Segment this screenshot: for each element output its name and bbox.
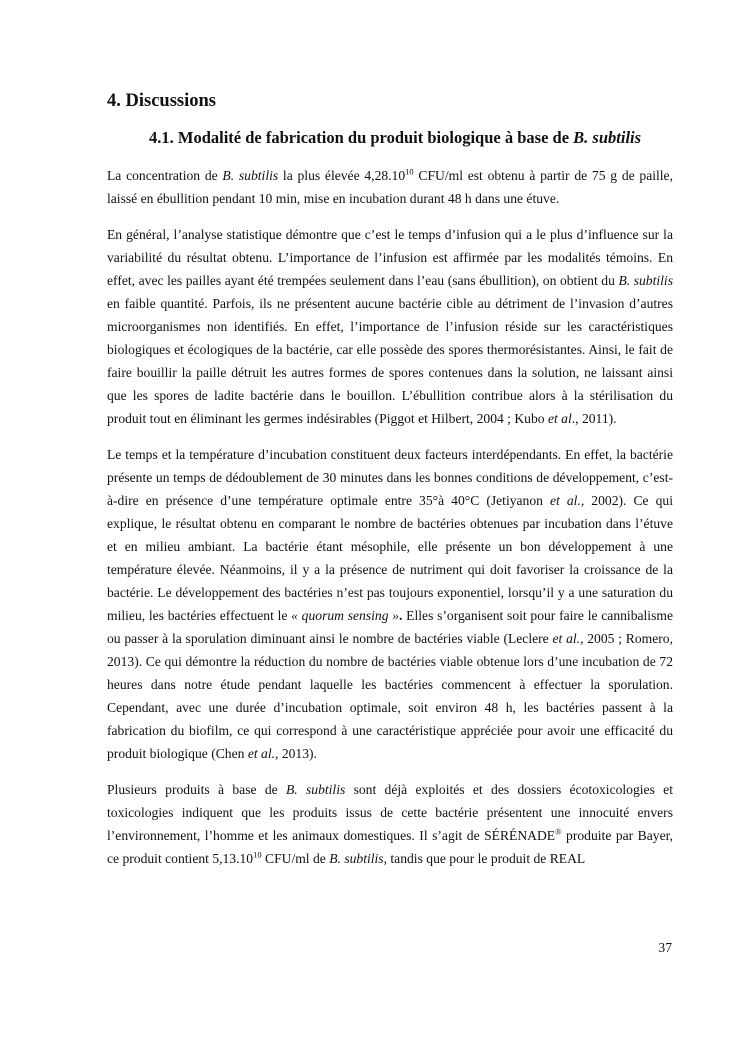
citation-et-al: et al., — [552, 631, 584, 646]
quorum-sensing-term: « quorum sensing » — [291, 608, 400, 623]
paragraph-3 — [107, 443, 673, 765]
species-name: B. subtilis — [285, 782, 346, 797]
document-page — [107, 88, 673, 883]
text-run: La concentration de — [107, 168, 223, 183]
species-name: B. subtilis — [618, 273, 673, 288]
text-run: sont déjà exploités et des dossiers écotoxicologies et toxicologies indiquent que les produits issus de cette bactérie présentent une innocuité envers l’environnement, l’homme et les animaux domestiques. Il s’agit de SÉRÉNADE — [107, 782, 673, 843]
text-run: CFU/ml est obtenu à partir de 75 g de paille, laissé en ébullition pendant 10 min, mise en incubation durant 48 h dans une étuve. — [107, 168, 673, 206]
exponent: 10 — [405, 166, 414, 177]
subsection-heading-species: B. subtilis — [573, 128, 642, 147]
text-run: Le temps et la température d’incubation constituent deux facteurs interdépendants. En effet, la bactérie présente un temps de dédoublement de 30 minutes dans les bonnes conditions de développement, c’est-à-dire en présence d’une température optimale entre 35°à 40°C (Jetiyanon — [107, 447, 673, 508]
species-name: B. subtilis — [329, 851, 384, 866]
paragraph-1 — [107, 164, 673, 210]
text-run: en faible quantité. Parfois, ils ne présentent aucune bactérie cible au détriment de l’invasion d’autres microorganismes non identifiés. En effet, l’importance de l’infusion réside sur les caractéristiques biologiques et écologiques de la bactérie, car elle possède des spores thermorésistantes. Ainsi, le fait de faire bouillir la paille détruit les autres formes de spores contenues dans la solution, ne laissant ainsi que les spores de ladite bactérie dans le bouillon. L’ébullition contribue alors à la stérilisation du produit tout en éliminant les germes indésirables (Piggot et Hilbert, 2004 ; Kubo — [107, 296, 673, 426]
section-heading: 4. Discussions — [107, 91, 216, 111]
page-number: 37 — [658, 940, 672, 955]
text-run: , 2013). — [275, 746, 317, 761]
bold-period: . — [399, 608, 403, 623]
exponent: 10 — [253, 849, 262, 860]
subsection-heading-text: 4.1. Modalité de fabrication du produit biologique à base de — [149, 128, 574, 147]
text-run: ., 2011). — [571, 411, 617, 426]
text-run: Elles s’organisent soit pour faire le cannibalisme ou passer à la sporulation diminuant ainsi le nombre de bactéries viable (Leclere — [107, 608, 673, 646]
text-run: CFU/ml de — [261, 851, 330, 866]
text-run: produite par Bayer, ce produit contient 5,13.10 — [107, 828, 673, 866]
citation-et-al: et al., — [550, 493, 585, 508]
text-run: la plus élevée 4,28.10 — [278, 168, 406, 183]
citation-et-al: et al. — [247, 746, 276, 761]
registered-mark: ® — [555, 826, 562, 837]
species-name: B. subtilis — [222, 168, 279, 183]
text-run: Plusieurs produits à base de — [107, 782, 286, 797]
subsection-heading — [149, 126, 673, 150]
paragraph-4 — [107, 778, 673, 870]
text-run: 2002). Ce qui explique, le résultat obtenu en comparant le nombre de bactéries obtenues par incubation dans l’étuve et en milieu ambiant. La bactérie étant mésophile, elle présente un bon développement à une température élevée. Néanmoins, il y a la présence de nutriment qui doit favoriser la croissance de la bactérie. Le développement des bactéries n’est pas toujours exponentiel, lorsqu’il y a une saturation du milieu, les bactéries effectuent le — [107, 493, 673, 623]
text-run: 2005 ; Romero, 2013). Ce qui démontre la réduction du nombre de bactéries viable obtenue lors d’une incubation de 72 heures dans notre étude pendant laquelle les bactéries commencent à effectuer la sporulation. Cependant, avec une durée d’incubation optimale, soit environ 48 h, les bactéries passent à la fabrication du biofilm, ce qui correspond à une caractéristique appréciée pour avoir une efficacité du produit biologique (Chen — [107, 631, 673, 761]
paragraph-2 — [107, 223, 673, 430]
text-run: , tandis que pour le produit de REAL — [383, 851, 586, 866]
citation-et-al: et al — [547, 411, 572, 426]
text-run: En général, l’analyse statistique démontre que c’est le temps d’infusion qui a le plus d’influence sur la variabilité du résultat obtenu. L’importance de l’infusion est affirmée par les modalités témoins. En effet, avec les pailles ayant été trempées seulement dans l’eau (sans ébullition), on obtient du — [107, 227, 673, 288]
